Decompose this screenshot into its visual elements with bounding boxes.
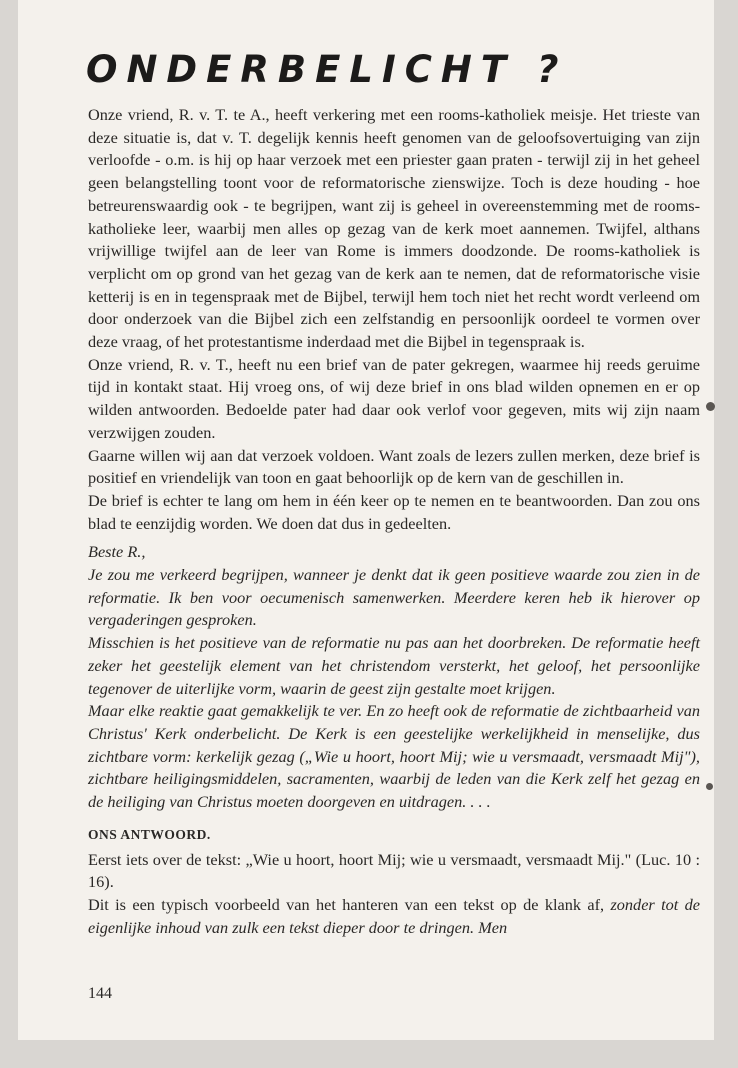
paragraph-italic-text: zonder tot de eigenlijke inhoud van zulk een tekst dieper door te dringen. Men	[88, 894, 701, 937]
page-number: 144	[88, 985, 112, 1002]
letter-paragraph: Misschien is het positieve van de reformatie nu pas aan het doorbreken. De reformatie heeft zeker het geestelijk element van het christendom versterkt, het geloof, het persoonlijke tegenover de uiterlijke vorm, waarin de geest zijn gestalte moet krijgen.	[88, 633, 700, 698]
page	[18, 0, 714, 1040]
letter-paragraph: Je zou me verkeerd begrijpen, wanneer je denkt dat ik geen positieve waarde zou zien in de reformatie. Ik ben voor oecumenisch samenwerken. Meerdere keren heb ik hierover op vergaderingen gesproken.	[88, 565, 700, 630]
paragraph	[88, 894, 700, 939]
letter-salutation: Beste R.,	[88, 542, 146, 562]
page-title: ONDERBELICHT ?	[86, 48, 568, 91]
ink-spot-mark	[706, 783, 713, 790]
paragraph: Gaarne willen wij aan dat verzoek voldoen. Want zoals de lezers zullen merken, deze brief is positief en vriendelijk van toon en gaat behoorlijk op de kern van de geschillen in.	[88, 445, 700, 488]
paragraph: Onze vriend, R. v. T. te A., heeft verkering met een rooms-katholiek meisje. Het trieste van deze situatie is, dat v. T. degelijk kennis heeft genomen van de geloofsovertuiging van zijn verloofde - o.m. is hij op haar verzoek met een priester gaan praten - terwijl zij in het geheel geen belangstelling toont voor de reformatorische zienswijze. Toch is deze houding - hoe betreurenswaardig ook - te begrijpen, want zij is geheel in overeenstemming met de rooms-katholieke leer, waarbij men alles op gezag van de kerk moet aannemen. Twijfel, althans vrijwillige twijfel aan de leer van Rome is immers doodzonde. De rooms-katholiek is verplicht om op grond van het gezag van de kerk aan te nemen, dat de reformatorische visie ketterij is en in tegenspraak met de Bijbel, terwijl hem toch niet het recht wordt verleend om door onderzoek van die Bijbel zich een zelfstandig en persoonlijk oordeel te vormen over deze vraag, of het protestantisme inderdaad met die Bijbel in tegenspraak is.	[88, 105, 700, 352]
paragraph-roman-text: Dit is een typisch voorbeeld van het hanteren van een tekst op de klank af,	[88, 894, 605, 914]
article-body	[88, 104, 700, 939]
paragraph: Eerst iets over de tekst: „Wie u hoort, hoort Mij; wie u versmaadt, versmaadt Mij." (Luc. 10 : 16).	[88, 849, 700, 892]
paragraph: De brief is echter te lang om hem in één keer op te nemen en te beantwoorden. Dan zou ons blad te eenzijdig worden. We doen dat dus in gedeelten.	[88, 490, 700, 533]
letter-paragraph: Maar elke reaktie gaat gemakkelijk te ver. En zo heeft ook de reformatie de zichtbaarheid van Christus' Kerk onderbelicht. De Kerk is een geestelijke werkelijkheid in menselijke, dus zichtbare vorm: kerkelijk gezag („Wie u hoort, hoort Mij; wie u versmaadt, versmaadt Mij"), zichtbare heiligingsmiddelen, sacramenten, waarbij de leden van die Kerk zelf het gezag en de heiliging van Christus moeten doorgeven en uitdragen. . . .	[88, 701, 700, 812]
section-heading: ONS ANTWOORD.	[88, 826, 211, 842]
punch-hole-mark	[706, 402, 715, 411]
paragraph: Onze vriend, R. v. T., heeft nu een brief van de pater gekregen, waarmee hij reeds geruime tijd in kontakt staat. Hij vroeg ons, of wij deze brief in ons blad wilden opnemen en er op wilden antwoorden. Bedoelde pater had daar ook verlof voor gegeven, mits wij zijn naam verzwijgen zouden.	[88, 354, 700, 442]
